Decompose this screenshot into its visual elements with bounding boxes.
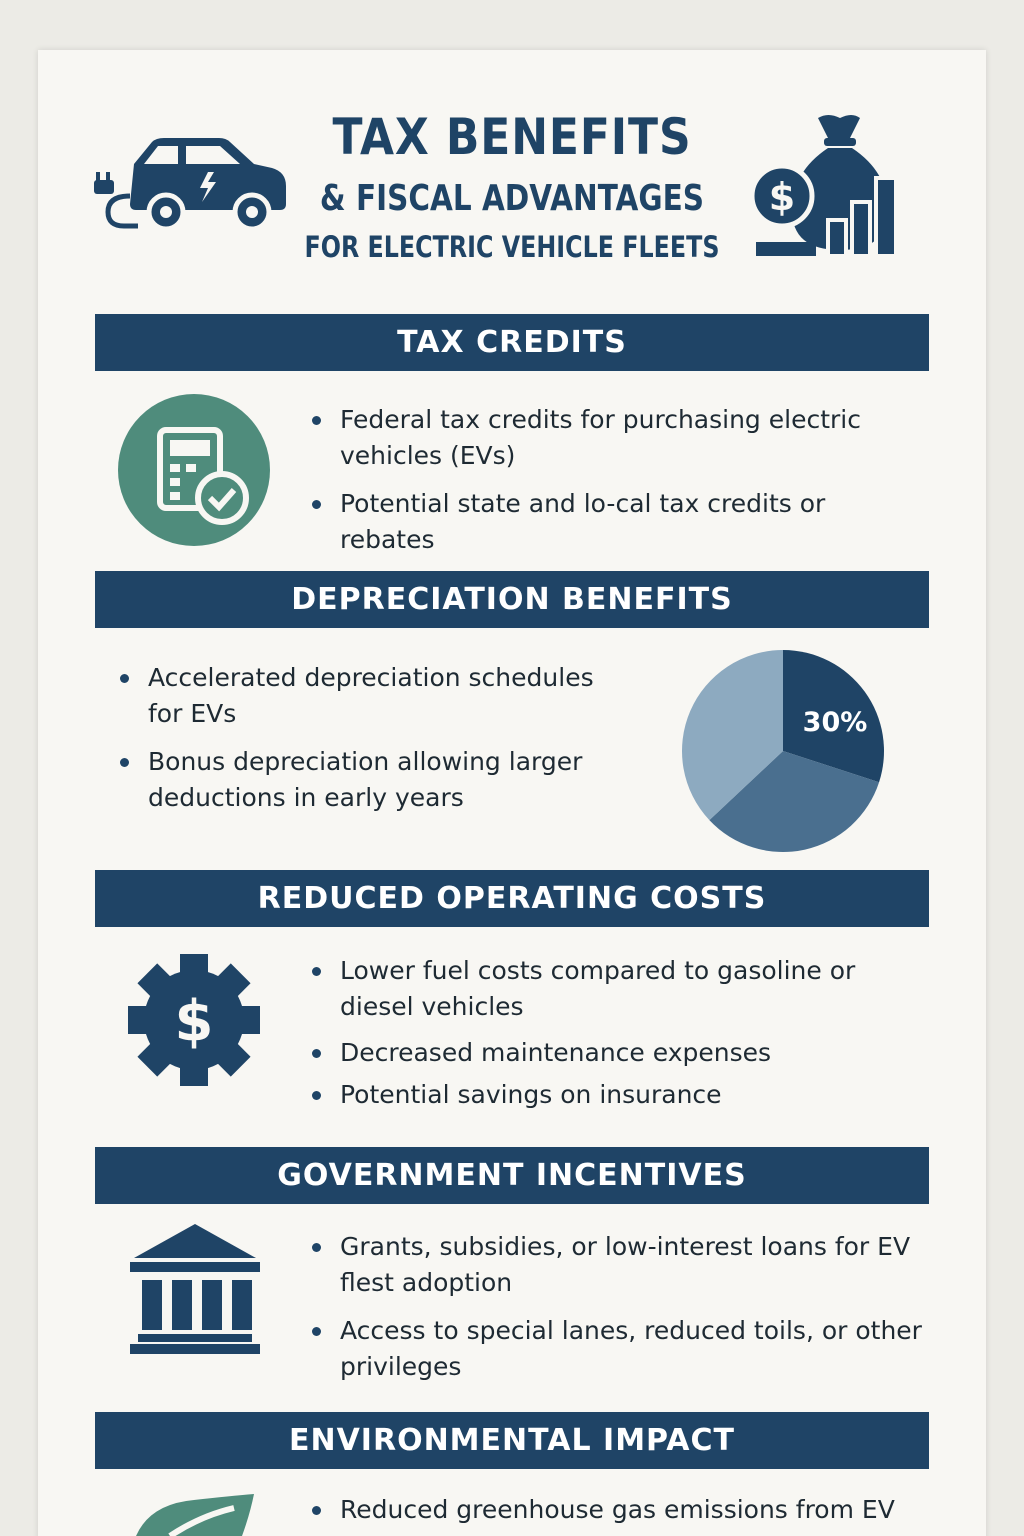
list-item: Accelerated depreciation schedules for EVs xyxy=(120,660,620,732)
page-title: TAX BENEFITS xyxy=(332,108,692,166)
section-heading-operating-costs: REDUCED OPERATING COSTS xyxy=(95,870,929,927)
section-heading-tax-credits: TAX CREDITS xyxy=(95,314,929,371)
pie-chart xyxy=(680,648,886,854)
svg-text:$: $ xyxy=(768,175,796,219)
page-subtitle: & FISCAL ADVANTAGES xyxy=(319,178,705,219)
list-item: Potential state and lo-cal tax credits or rebates xyxy=(312,486,922,558)
list-item: Bonus depreciation allowing larger deductions in early years xyxy=(120,744,620,816)
environmental-impact-list xyxy=(312,1492,922,1536)
government-incentives-list xyxy=(312,1229,922,1397)
list-item: Decreased maintenance expenses xyxy=(312,1035,922,1071)
svg-text:$: $ xyxy=(174,989,214,1054)
operating-costs-list xyxy=(312,953,922,1125)
money-bag-growth-chart-icon xyxy=(748,110,913,260)
list-item: Federal tax credits for purchasing electric vehicles (EVs) xyxy=(312,402,922,474)
section-heading-environmental-impact: ENVIRONMENTAL IMPACT xyxy=(95,1412,929,1469)
gear-dollar-icon xyxy=(124,950,264,1090)
section-heading-depreciation: DEPRECIATION BENEFITS xyxy=(95,571,929,628)
section-heading-government-incentives: GOVERNMENT INCENTIVES xyxy=(95,1147,929,1204)
leaf-icon xyxy=(130,1494,260,1536)
list-item: Access to special lanes, reduced toils, or other privileges xyxy=(312,1313,922,1385)
list-item: Potential savings on insurance xyxy=(312,1077,922,1113)
pie-slice-label: 30% xyxy=(802,707,868,738)
list-item: Reduced greenhouse gas emissions from EV xyxy=(312,1492,922,1528)
government-building-icon xyxy=(128,1224,262,1356)
list-item: Grants, subsidies, or low-interest loans for EV flest adoption xyxy=(312,1229,922,1301)
calculator-check-icon xyxy=(118,394,270,546)
tax-credits-list xyxy=(312,402,922,570)
list-item: Lower fuel costs compared to gasoline or diesel vehicles xyxy=(312,953,922,1025)
depreciation-list xyxy=(120,660,620,828)
page-tagline: FOR ELECTRIC VEHICLE FLEETS xyxy=(304,230,720,264)
